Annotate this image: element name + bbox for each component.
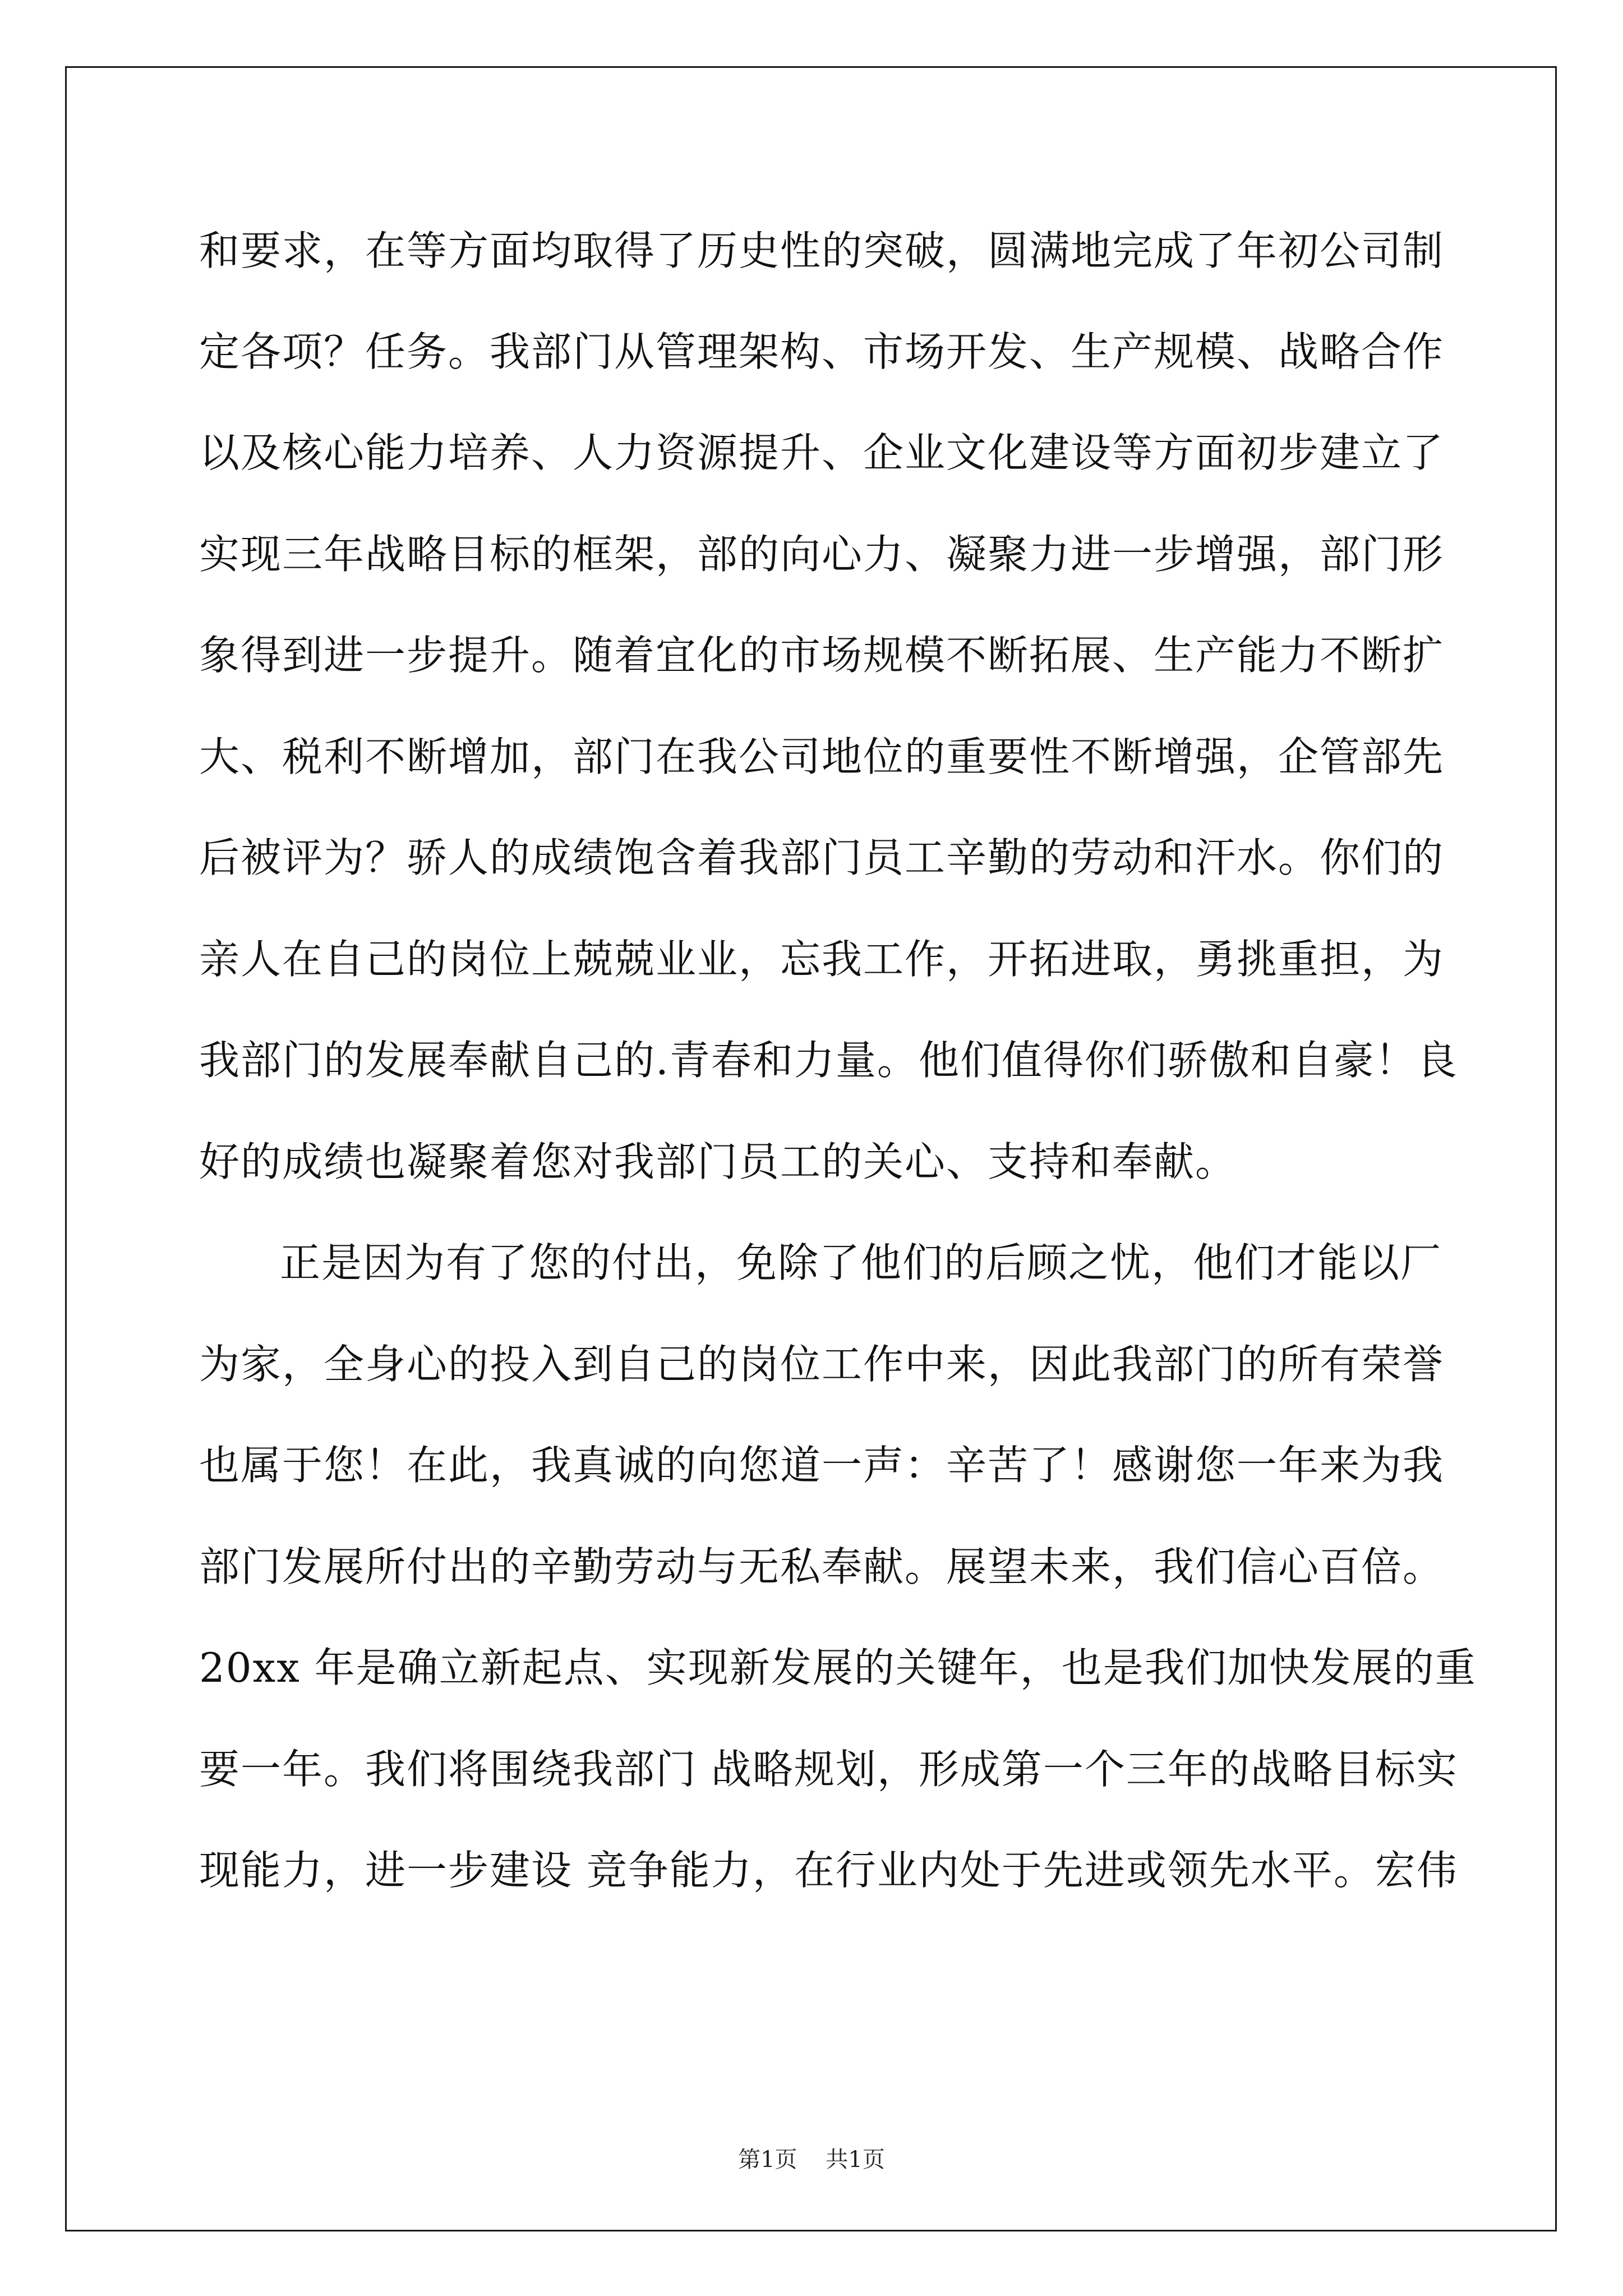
text-line: 亲人在自己的岗位上兢兢业业，忘我工作，开拓进取，勇挑重担，为 bbox=[199, 936, 1445, 983]
text-line: 我部门的发展奉献自己的.青春和力量。他们值得你们骄傲和自豪！良 bbox=[199, 1037, 1458, 1084]
text-line-paragraph-end: 好的成绩也凝聚着您对我部门员工的关心、支持和奉献。 bbox=[199, 1138, 1237, 1185]
text-line: 要一年。我们将围绕我部门 战略规划，形成第一个三年的战略目标实 bbox=[199, 1746, 1458, 1793]
text-line: 和要求，在等方面均取得了历史性的突破，圆满地完成了年初公司制 bbox=[199, 227, 1445, 274]
text-line: 实现三年战略目标的框架，部的向心力、凝聚力进一步增强，部门形 bbox=[199, 531, 1445, 578]
text-line: 现能力，进一步建设 竞争能力，在行业内处于先进或领先水平。宏伟 bbox=[199, 1847, 1458, 1894]
text-line: 也属于您！在此，我真诚的向您道一声：辛苦了！感谢您一年来为我 bbox=[199, 1442, 1445, 1489]
text-line: 后被评为？骄人的成绩饱含着我部门员工辛勤的劳动和汗水。你们的 bbox=[199, 834, 1445, 881]
text-line: 为家，全身心的投入到自己的岗位工作中来，因此我部门的所有荣誉 bbox=[199, 1341, 1445, 1388]
page-footer: 第1页 共1页 bbox=[738, 2147, 885, 2173]
text-line: 象得到进一步提升。随着宜化的市场规模不断拓展、生产能力不断扩 bbox=[199, 632, 1445, 679]
text-line: 定各项？任务。我部门从管理架构、市场开发、生产规模、战略合作 bbox=[199, 328, 1445, 375]
text-line: 部门发展所付出的辛勤劳动与无私奉献。展望未来，我们信心百倍。 bbox=[199, 1543, 1445, 1590]
text-line: 大、税利不断增加，部门在我公司地位的重要性不断增强，企管部先 bbox=[199, 733, 1445, 780]
text-line-paragraph-start: 正是因为有了您的付出，免除了他们的后顾之忧，他们才能以厂 bbox=[280, 1239, 1442, 1286]
text-line: 20xx 年是确立新起点、实现新发展的关键年，也是我们加快发展的重 bbox=[199, 1644, 1477, 1691]
text-line: 以及核心能力培养、人力资源提升、企业文化建设等方面初步建立了 bbox=[199, 429, 1445, 476]
